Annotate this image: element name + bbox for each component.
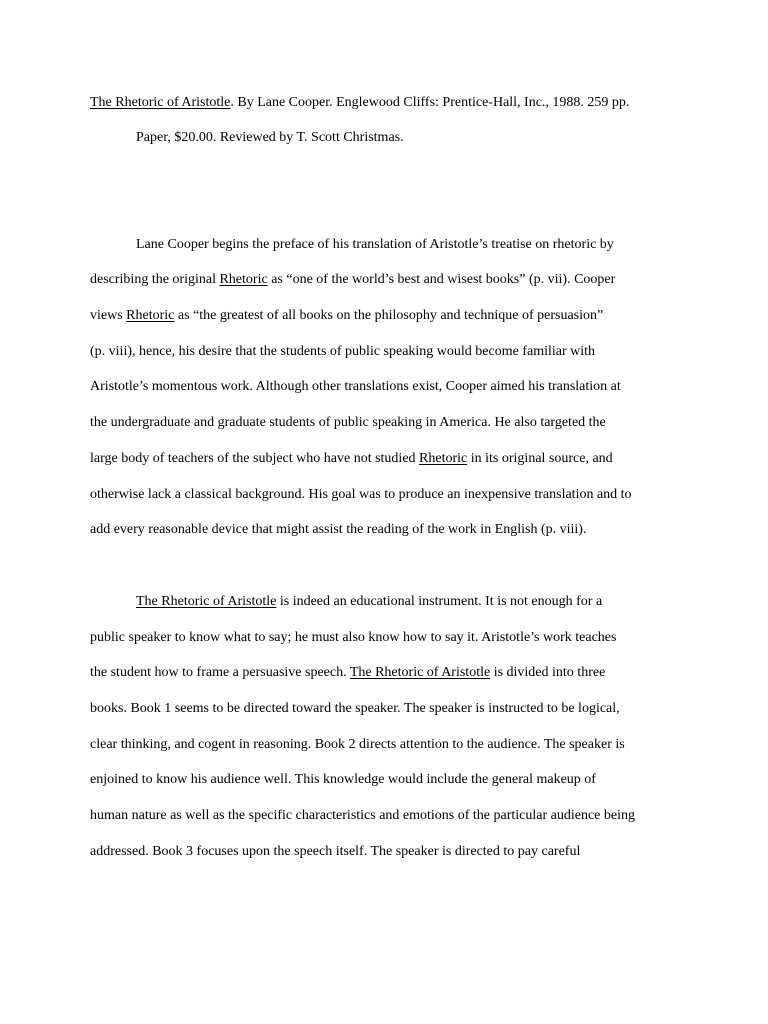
text-run: Aristotle’s momentous work. Although other translations exist, Cooper aimed his translation at: [90, 379, 621, 394]
text-run: addressed. Book 3 focuses upon the speech itself. The speaker is directed to pay careful: [90, 844, 581, 859]
paragraph-2-line-8: [90, 843, 580, 861]
text-run: as “one of the world’s best and wisest books” (p. vii). Cooper: [267, 272, 616, 287]
text-run: the student how to frame a persuasive speech.: [90, 665, 350, 680]
text-run: otherwise lack a classical background. His goal was to produce an inexpensive translation and to: [90, 487, 632, 502]
underlined-title: The Rhetoric of Aristotle: [136, 594, 277, 609]
paragraph-1-line-5: [90, 378, 621, 396]
text-run: is indeed an educational instrument. It is not enough for a: [276, 594, 603, 609]
text-run: Lane Cooper begins the preface of his translation of Aristotle’s treatise on rhetoric by: [136, 237, 614, 252]
paragraph-1-line-1: [136, 236, 614, 254]
text-run: describing the original: [90, 272, 220, 287]
underlined-title: Rhetoric: [419, 451, 468, 466]
text-run: is divided into three: [490, 665, 606, 680]
paragraph-1-line-8: [90, 486, 632, 504]
text-run: large body of teachers of the subject who have not studied: [90, 451, 420, 466]
underlined-title: Rhetoric: [219, 272, 268, 287]
paragraph-2-line-2: [90, 629, 616, 647]
underlined-title: The Rhetoric of Aristotle: [349, 665, 491, 680]
paragraph-1-line-7: [90, 450, 613, 468]
paragraph-1-line-4: [90, 343, 595, 361]
text-run: clear thinking, and cogent in reasoning. Book 2 directs attention to the audience. The speaker is: [90, 737, 625, 752]
paragraph-1-line-3: [90, 307, 603, 325]
text-run: as “the greatest of all books on the philosophy and technique of persuasion”: [174, 308, 604, 323]
paragraph-2-line-3: [90, 664, 605, 682]
text-run: the undergraduate and graduate students of public speaking in America. He also targeted the: [90, 415, 606, 430]
citation-line-1: [90, 94, 629, 112]
citation-line-2: [136, 129, 404, 147]
book-title: The Rhetoric of Aristotle: [90, 95, 231, 110]
text-run: add every reasonable device that might assist the reading of the work in English (p. viii).: [90, 522, 587, 537]
paragraph-2-line-5: [90, 736, 625, 754]
paragraph-1-line-6: [90, 414, 606, 432]
text-run: books. Book 1 seems to be directed toward the speaker. The speaker is instructed to be logical,: [90, 701, 620, 716]
citation-details: . By Lane Cooper. Englewood Cliffs: Prentice-Hall, Inc., 1988. 259 pp.: [230, 95, 630, 110]
text-run: public speaker to know what to say; he must also know how to say it. Aristotle’s work teaches: [90, 630, 617, 645]
paragraph-2-line-4: [90, 700, 620, 718]
text-run: in its original source, and: [467, 451, 613, 466]
paragraph-2-line-1: [136, 593, 602, 611]
text-run: human nature as well as the specific characteristics and emotions of the particular audience being: [90, 808, 636, 823]
text-run: (p. viii), hence, his desire that the students of public speaking would become familiar with: [90, 344, 596, 359]
text-run: enjoined to know his audience well. This knowledge would include the general makeup of: [90, 772, 596, 787]
paragraph-1-line-9: [90, 521, 586, 539]
underlined-title: Rhetoric: [126, 308, 175, 323]
paragraph-1-line-2: [90, 271, 615, 289]
paragraph-2-line-6: [90, 771, 596, 789]
text-run: views: [90, 308, 127, 323]
paragraph-2-line-7: [90, 807, 635, 825]
citation-price-reviewer: Paper, $20.00. Reviewed by T. Scott Christmas.: [136, 130, 404, 145]
